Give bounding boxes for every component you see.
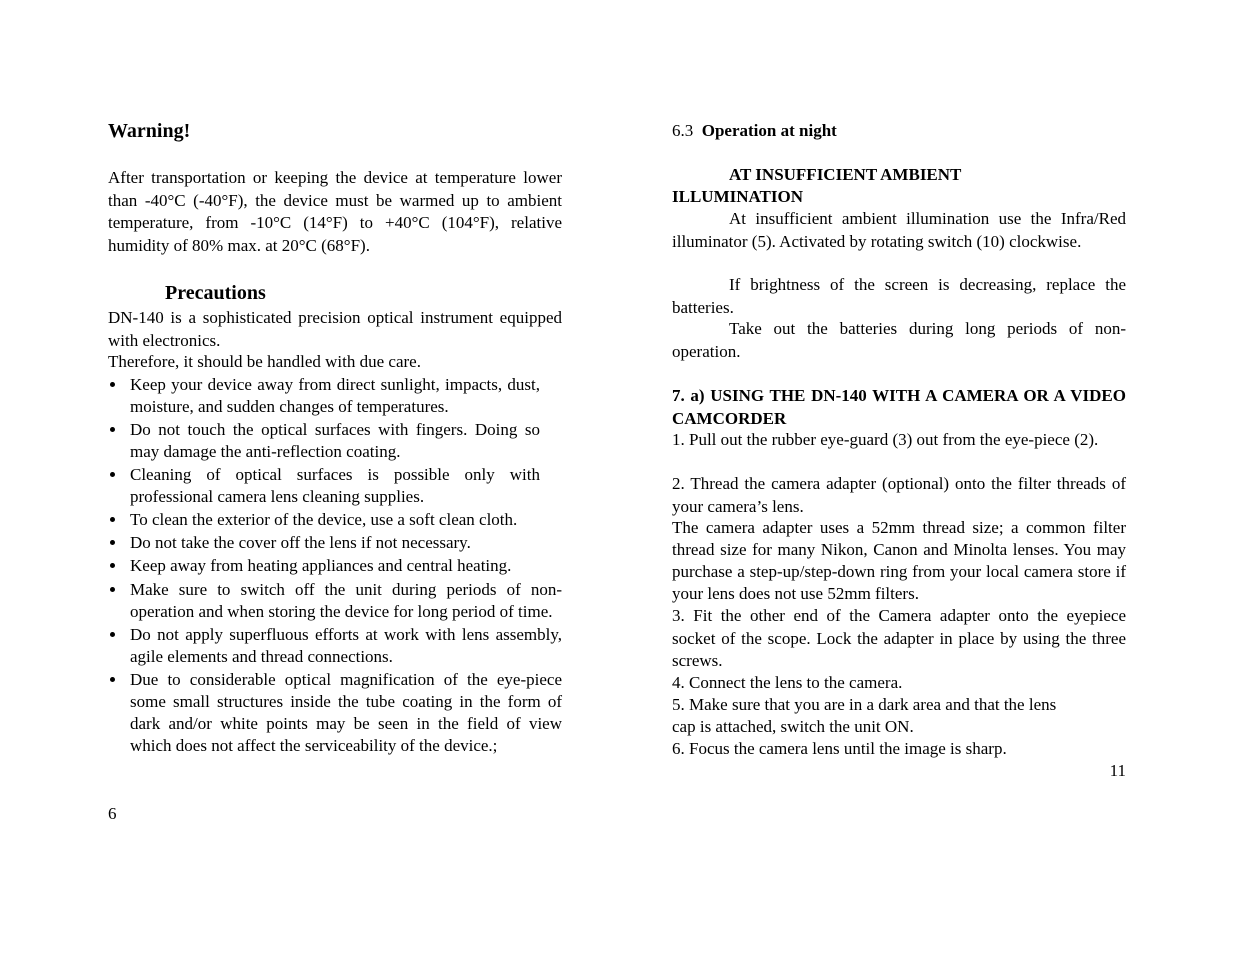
precautions-list xyxy=(108,374,562,757)
step-3: 3. Fit the other end of the Camera adapter onto the eyepiece socket of the scope. Lock the adapter in place by using the three screws. xyxy=(672,606,1126,670)
list-item: Keep your device away from direct sunlight, impacts, dust, moisture, and sudden changes of temperatures. xyxy=(108,374,540,418)
paragraph: At insufficient ambient illumination use the Infra/Red illuminator (5). Activated by rotating switch (10) clockwise. xyxy=(672,209,1126,251)
list-item: To clean the exterior of the device, use a soft clean cloth. xyxy=(108,509,562,531)
step-1: 1. Pull out the rubber eye-guard (3) out from the eye-piece (2). xyxy=(672,430,1099,449)
section-title: Operation at night xyxy=(701,121,837,140)
warning-text: After transportation or keeping the device at temperature lower than -40°C (-40°F), the device must be warmed up to ambient temperature, from -10°C (14°F) to +40°C (104°F), relative humidity of 80% max. at 20°C (68°F). xyxy=(108,168,562,255)
list-item: Do not take the cover off the lens if not necessary. xyxy=(108,532,562,554)
precautions-title: Precautions xyxy=(165,282,266,304)
step-5-line-1: 5. Make sure that you are in a dark area and that the lens xyxy=(672,695,1057,714)
step-2-note: The camera adapter uses a 52mm thread size; a common filter thread size for many Nikon, Canon and Minolta lenses. You may purchase a step-up/step-down ring from your local camera store if your lens does not use 52mm filters. xyxy=(672,518,1126,603)
precautions-intro-2: Therefore, it should be handled with due care. xyxy=(108,352,421,371)
paragraph: Take out the batteries during long periods of non-operation. xyxy=(672,319,1126,361)
step-2: 2. Thread the camera adapter (optional) onto the filter threads of your camera’s lens. xyxy=(672,474,1126,516)
section-7-title: 7. a) USING THE DN-140 WITH A CAMERA OR A VIDEO CAMCORDER xyxy=(672,386,1126,428)
subheading-line-1: AT INSUFFICIENT AMBIENT xyxy=(729,165,962,184)
precautions-intro: DN-140 is a sophisticated precision optical instrument equipped with electronics. xyxy=(108,308,562,350)
subheading-line-2: ILLUMINATION xyxy=(672,187,803,206)
warning-title: Warning! xyxy=(108,120,191,142)
list-item: Do not apply superfluous efforts at work with lens assembly, agile elements and thread connections. xyxy=(108,624,562,668)
section-number: 6.3 xyxy=(672,121,694,140)
list-item: Due to considerable optical magnification of the eye-piece some small structures inside the tube coating in the form of dark and/or white points may be seen in the field of view which does not affect the serviceability of the device.; xyxy=(108,669,562,757)
list-item: Do not touch the optical surfaces with fingers. Doing so may damage the anti-reflection coating. xyxy=(108,419,540,463)
section-heading xyxy=(672,121,837,141)
page-number: 11 xyxy=(1109,761,1126,780)
page-number: 6 xyxy=(108,804,117,823)
list-item: Cleaning of optical surfaces is possible only with professional camera lens cleaning supplies. xyxy=(108,464,540,508)
step-6: 6. Focus the camera lens until the image is sharp. xyxy=(672,739,1007,758)
step-5-line-2: cap is attached, switch the unit ON. xyxy=(672,717,914,736)
list-item: Make sure to switch off the unit during periods of non-operation and when storing the device for long period of time. xyxy=(108,579,562,623)
step-4: 4. Connect the lens to the camera. xyxy=(672,673,903,692)
list-item: Keep away from heating appliances and central heating. xyxy=(108,555,562,577)
paragraph: If brightness of the screen is decreasing, replace the batteries. xyxy=(672,275,1126,317)
